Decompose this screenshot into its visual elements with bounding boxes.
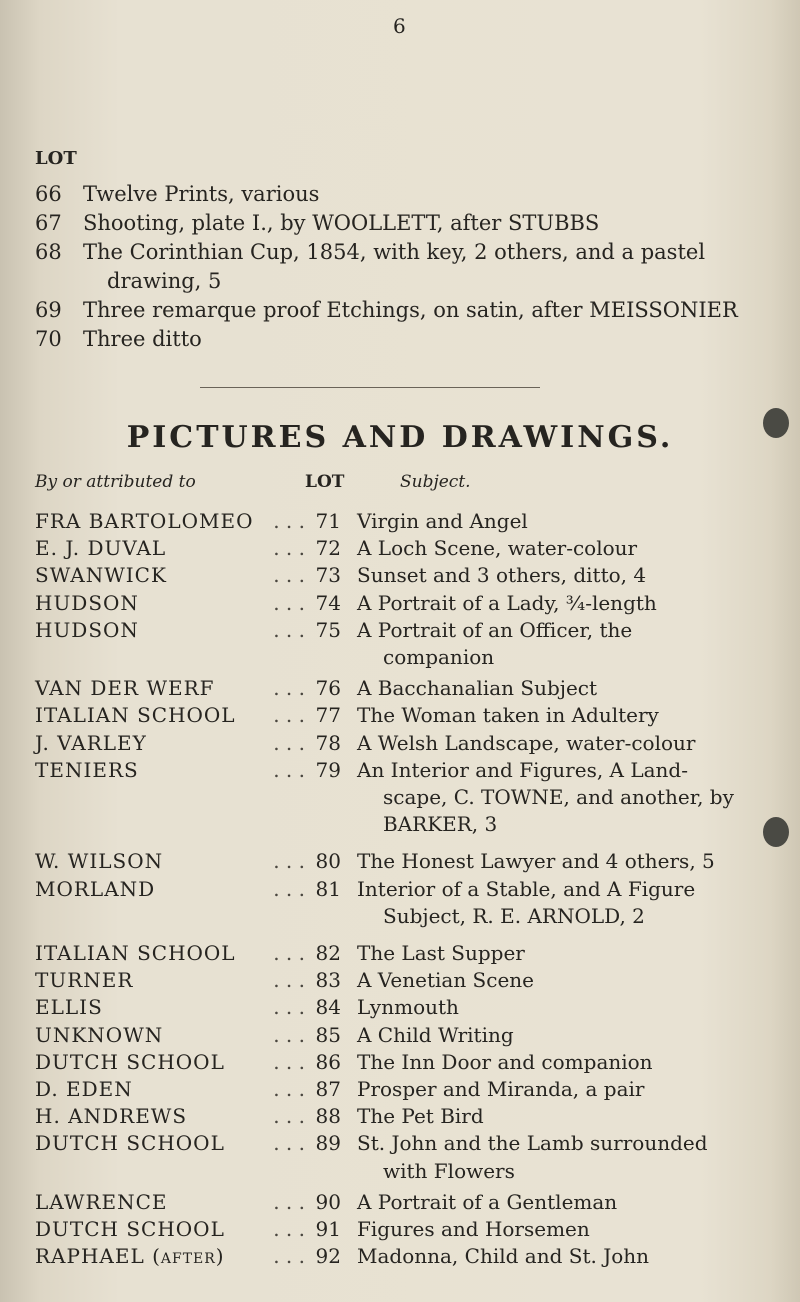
leader-dots: . . .: [273, 590, 305, 615]
lot-number: 79: [315, 757, 341, 782]
subject-text: An Interior and Figures, A Land-: [357, 757, 688, 782]
subject-text: companion: [383, 645, 495, 669]
subject-text: St. John and the Lamb surrounded: [357, 1131, 708, 1156]
subject-text: Interior of a Stable, and A Figure: [357, 876, 696, 901]
lot-column-header: LOT: [35, 148, 77, 169]
artist-name: UNKNOWN: [35, 1022, 164, 1047]
lot-number: 91: [315, 1217, 341, 1241]
lot-number: 74: [315, 590, 341, 615]
leader-dots: . . .: [273, 563, 305, 588]
subject-text: A Portrait of an Officer, the: [357, 617, 633, 642]
subject-text: Madonna, Child and St. John: [357, 1244, 650, 1269]
subject-text: with Flowers: [383, 1158, 515, 1183]
leader-dots: . . .: [273, 1022, 305, 1047]
subject-text: The Honest Lawyer and 4 others, 5: [357, 849, 715, 874]
lot-number: 90: [315, 1189, 341, 1214]
lot-number: 82: [315, 941, 341, 965]
leader-dots: . . .: [273, 703, 305, 728]
lot-number: 78: [315, 730, 341, 755]
lot-number: 67: [35, 211, 62, 235]
lot-number: 71: [315, 509, 341, 533]
lot-number: 88: [315, 1104, 341, 1129]
leader-dots: . . .: [273, 1244, 305, 1269]
leader-dots: . . .: [273, 941, 305, 965]
lot-number: 87: [315, 1077, 341, 1101]
artist-name: DUTCH SCHOOL: [35, 1131, 225, 1156]
subject-text: A Welsh Landscape, water-colour: [357, 730, 696, 755]
section-title: PICTURES AND DRAWINGS.: [126, 420, 674, 455]
leader-dots: . . .: [273, 1131, 305, 1156]
artist-name: H. ANDREWS: [35, 1104, 188, 1129]
artist-name: J. VARLEY: [35, 730, 147, 755]
lot-number: 84: [315, 995, 341, 1020]
page-number: 6: [393, 14, 406, 38]
lot-number: 86: [315, 1049, 341, 1074]
artist-name: ITALIAN SCHOOL: [35, 941, 236, 965]
leader-dots: . . .: [273, 676, 305, 701]
artist-name: SWANWICK: [35, 563, 167, 588]
leader-dots: . . .: [273, 1049, 305, 1074]
lot-number: 80: [315, 849, 341, 874]
leader-dots: . . .: [273, 617, 305, 642]
lot-number: 70: [35, 327, 62, 351]
artist-name: FRA BARTOLOMEO: [35, 509, 254, 533]
artist-name: DUTCH SCHOOL: [35, 1049, 225, 1074]
lot-number: 72: [315, 536, 341, 561]
subject-text: A Bacchanalian Subject: [357, 676, 598, 701]
artist-name: TENIERS: [35, 757, 139, 782]
leader-dots: . . .: [273, 536, 305, 561]
section-divider: [200, 387, 540, 388]
leader-dots: . . .: [273, 1077, 305, 1101]
subject-text: Figures and Horsemen: [357, 1217, 590, 1241]
lot-number: 76: [315, 676, 341, 701]
leader-dots: . . .: [273, 876, 305, 901]
lot-number: 83: [315, 968, 341, 993]
leader-dots: . . .: [273, 995, 305, 1020]
artist-name: D. EDEN: [35, 1077, 133, 1101]
leader-dots: . . .: [273, 1189, 305, 1214]
subject-text: A Loch Scene, water-colour: [357, 536, 638, 561]
subject-text: Prosper and Miranda, a pair: [357, 1077, 645, 1101]
lot-number-column-header: LOT: [305, 472, 345, 492]
binding-hole: [763, 408, 789, 438]
lot-description: Three ditto: [83, 327, 202, 351]
lot-number: 89: [315, 1131, 341, 1156]
subject-column-header: Subject.: [400, 472, 471, 492]
leader-dots: . . .: [273, 730, 305, 755]
subject-text: Lynmouth: [357, 995, 459, 1020]
lot-number: 69: [35, 298, 62, 322]
artist-name: DUTCH SCHOOL: [35, 1217, 225, 1241]
artist-name: MORLAND: [35, 876, 156, 901]
leader-dots: . . .: [273, 849, 305, 874]
artist-name: VAN DER WERF: [35, 676, 215, 701]
artist-name: HUDSON: [35, 590, 139, 615]
subject-text: BARKER, 3: [383, 812, 498, 837]
lot-number: 68: [35, 240, 62, 264]
subject-text: Subject, R. E. ARNOLD, 2: [383, 903, 645, 928]
leader-dots: . . .: [273, 1217, 305, 1241]
subject-text: A Child Writing: [357, 1022, 514, 1047]
leader-dots: . . .: [273, 1104, 305, 1129]
artist-name: RAPHAEL (after): [35, 1244, 225, 1269]
lot-number: 73: [315, 563, 341, 588]
lot-description: drawing, 5: [107, 269, 222, 293]
lot-description: Twelve Prints, various: [83, 182, 320, 206]
artist-name: E. J. DUVAL: [35, 536, 167, 561]
lot-number: 81: [315, 876, 341, 901]
artist-name: LAWRENCE: [35, 1189, 168, 1214]
artist-column-header: By or attributed to: [35, 472, 196, 492]
lot-description: Shooting, plate I., by WOOLLETT, after STUBBS: [83, 211, 600, 235]
subject-text: The Woman taken in Adultery: [357, 703, 659, 728]
leader-dots: . . .: [273, 757, 305, 782]
lot-description: Three remarque proof Etchings, on satin, after MEISSONIER: [83, 298, 738, 322]
lot-number: 77: [315, 703, 341, 728]
subject-text: Virgin and Angel: [357, 509, 528, 533]
artist-name: HUDSON: [35, 617, 139, 642]
subject-text: A Portrait of a Gentleman: [357, 1189, 618, 1214]
leader-dots: . . .: [273, 509, 305, 533]
subject-text: Sunset and 3 others, ditto, 4: [357, 563, 647, 588]
lot-description: The Corinthian Cup, 1854, with key, 2 others, and a pastel: [83, 240, 706, 264]
subject-text: A Venetian Scene: [357, 968, 535, 993]
subject-text: scape, C. TOWNE, and another, by: [383, 785, 734, 809]
lot-number: 66: [35, 182, 62, 206]
artist-name: ITALIAN SCHOOL: [35, 703, 236, 728]
subject-text: The Last Supper: [357, 941, 525, 965]
artist-name: TURNER: [35, 968, 134, 993]
artist-name: ELLIS: [35, 995, 103, 1020]
subject-text: The Pet Bird: [357, 1104, 484, 1129]
lot-number: 92: [315, 1244, 341, 1269]
subject-text: The Inn Door and companion: [357, 1049, 653, 1074]
artist-name: W. WILSON: [35, 849, 164, 874]
leader-dots: . . .: [273, 968, 305, 993]
lot-number: 75: [315, 617, 341, 642]
lot-number: 85: [315, 1022, 341, 1047]
subject-text: A Portrait of a Lady, ¾-length: [357, 590, 657, 615]
binding-hole: [763, 817, 789, 847]
